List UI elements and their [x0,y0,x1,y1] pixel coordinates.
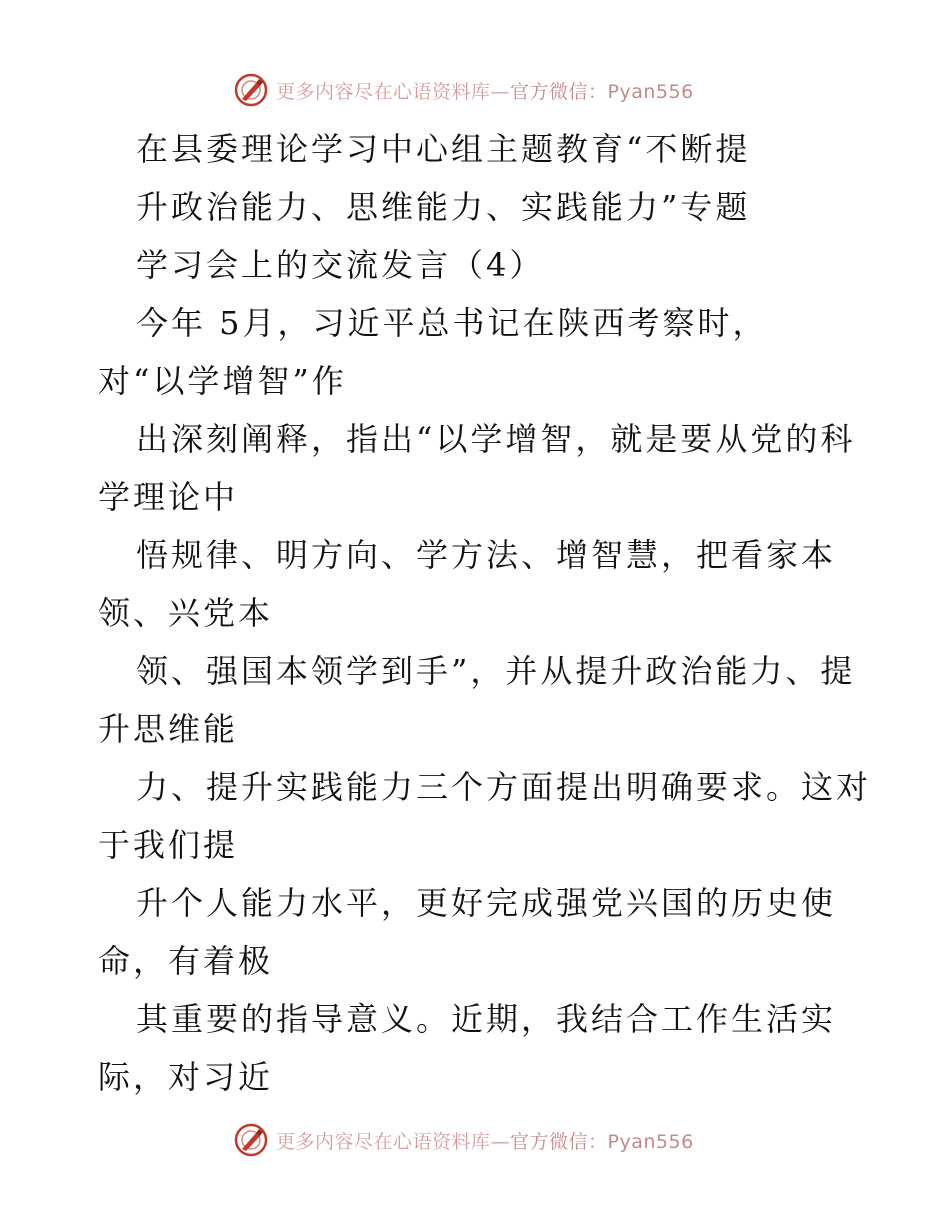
text-line: 升思维能 [98,710,239,748]
text-line: 学习会上的交流发言（4） [136,246,545,284]
text-line: 力、提升实践能力三个方面提出明确要求。这对 [136,768,872,806]
text-line: 今年 5月，习近平总书记在陕西考察时， [136,304,768,342]
text-line: 领、兴党本 [98,594,274,632]
header-banner-text [276,77,694,104]
text-line: 对“以学增智”作 [98,362,347,400]
header-brand: 更多内容尽在心语资料库 [276,80,491,103]
footer-brand: 更多内容尽在心语资料库 [276,1130,491,1153]
footer-wechat-label: 官方微信： [510,1130,608,1153]
header-separator: — [490,80,511,103]
text-line: 际，对习近 [98,1058,274,1096]
text-line: 学理论中 [98,478,239,516]
header-wechat-id: Pyan556 [607,80,694,103]
text-line: 升政治能力、思维能力、实践能力”专题 [136,188,751,226]
text-line: 出深刻阐释，指出“以学增智，就是要从党的科 [136,420,856,458]
text-line: 在县委理论学习中心组主题教育“不断提 [136,130,751,168]
footer-separator: — [490,1130,511,1153]
text-line: 命，有着极 [98,942,274,980]
text-line: 领、强国本领学到手”，并从提升政治能力、提 [136,652,856,690]
pen-logo-icon [234,1123,268,1157]
header-wechat-label: 官方微信： [510,80,608,103]
footer-banner [234,1120,734,1160]
footer-banner-text [276,1127,694,1154]
text-line: 悟规律、明方向、学方法、增智慧，把看家本 [136,536,837,574]
text-line: 于我们提 [98,826,239,864]
text-line: 其重要的指导意义。近期，我结合工作生活实 [136,1000,837,1038]
document-body [98,120,872,1106]
footer-wechat-id: Pyan556 [607,1130,694,1153]
text-line: 升个人能力水平，更好完成强党兴国的历史使 [136,884,837,922]
header-banner [234,70,734,110]
pen-logo-icon [234,73,268,107]
